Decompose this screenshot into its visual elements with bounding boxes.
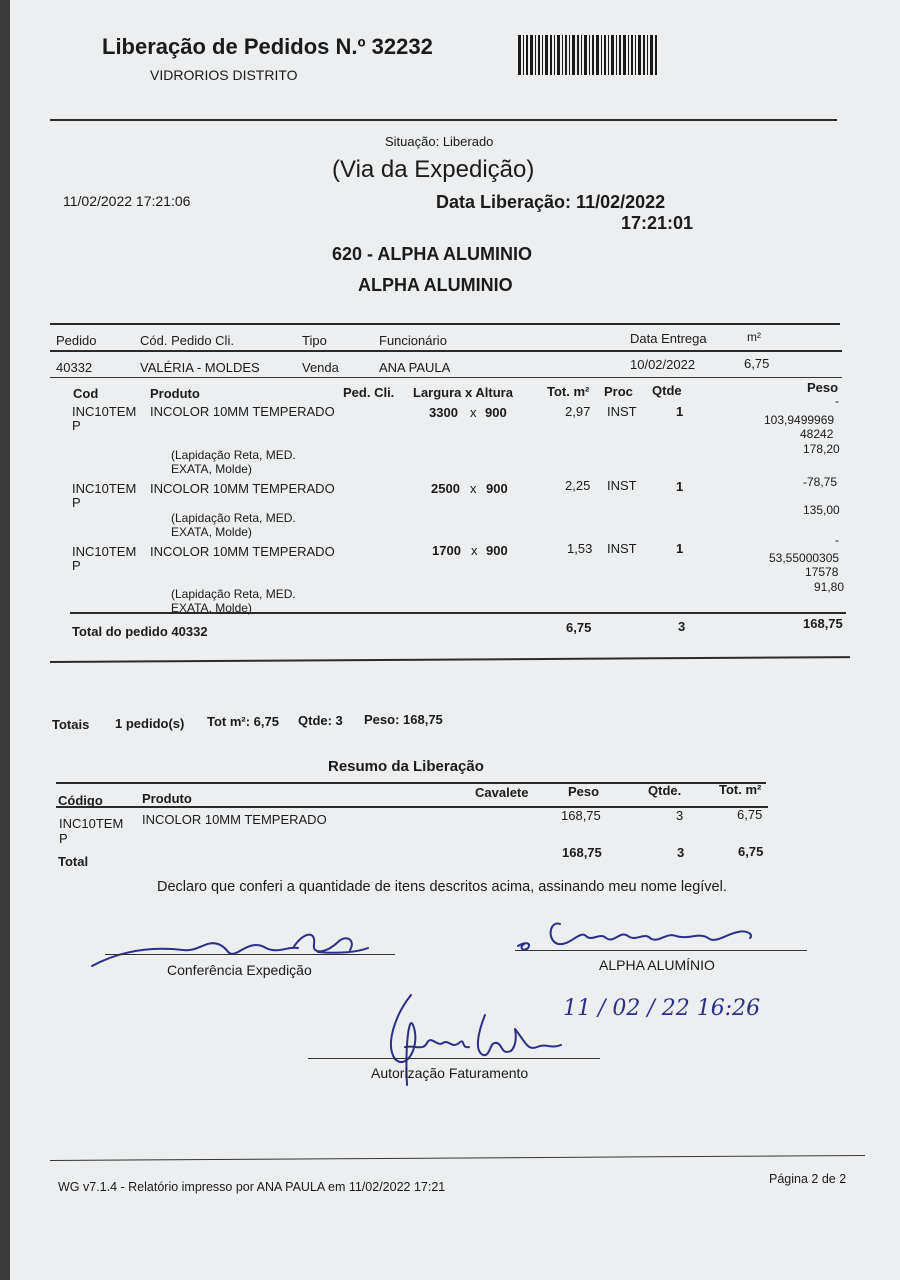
item-peso-line: 17578	[805, 565, 839, 579]
totals-tot-m2: Tot m²: 6,75	[207, 714, 279, 729]
item-x: x	[471, 543, 478, 558]
release-time: 17:21:01	[621, 213, 694, 233]
alpha-label: ALPHA ALUMÍNIO	[599, 957, 715, 973]
item-cod-suffix: P	[72, 495, 81, 510]
resumo-title: Resumo da Liberação	[328, 758, 484, 775]
client-trade-name: ALPHA ALUMINIO	[358, 275, 513, 295]
item-note: (Lapidação Reta, MED.	[171, 511, 296, 525]
col-cod: Cod	[73, 386, 99, 401]
item-peso-line: 48242	[800, 427, 834, 441]
conferencia-label: Conferência Expedição	[167, 962, 312, 978]
item-altura: 900	[486, 481, 508, 496]
item-peso-dash: -	[835, 394, 839, 408]
item-produto: INCOLOR 10MM TEMPERADO	[150, 481, 335, 496]
col-m2: m²	[747, 330, 761, 344]
item-altura: 900	[485, 405, 507, 420]
col-peso: Peso	[568, 784, 600, 799]
footer-page-number: Página 2 de 2	[769, 1172, 847, 1186]
client-name: 620 - ALPHA ALUMINIO	[332, 244, 533, 264]
item-tot-m2: 2,97	[565, 404, 591, 419]
autorizacao-line	[308, 1058, 600, 1059]
item-largura: 1700	[432, 543, 461, 558]
item-peso-total: 178,20	[803, 442, 840, 456]
cod-pedido-cli: VALÉRIA - MOLDES	[140, 360, 260, 375]
resumo-total-qtde: 3	[677, 845, 685, 860]
handwritten-date: 11 / 02 / 22 16:26	[563, 996, 761, 1021]
resumo-header-rule	[56, 806, 768, 808]
col-ped-cli: Ped. Cli.	[343, 385, 395, 400]
data-entrega-value: 10/02/2022	[630, 357, 696, 372]
declaration-text: Declaro que conferi a quantidade de itens descritos acima, assinando meu nome legível.	[157, 879, 727, 895]
col-qtde: Qtde.	[648, 783, 682, 798]
order-row-rule	[50, 377, 842, 378]
footer-printed-by: WG v7.1.4 - Relatório impresso por ANA PAULA em 11/02/2022 17:21	[58, 1180, 446, 1194]
resumo-produto: INCOLOR 10MM TEMPERADO	[142, 812, 327, 827]
item-peso-total: 91,80	[814, 580, 845, 594]
col-cod-pedido-cli: Cód. Pedido Cli.	[140, 333, 234, 348]
item-proc: INST	[607, 478, 637, 493]
item-peso-line: -78,75	[803, 475, 838, 489]
item-qtde: 1	[676, 479, 684, 494]
pedido-number: 40332	[56, 360, 93, 375]
item-note: EXATA, Molde)	[171, 525, 252, 539]
col-proc: Proc	[604, 384, 633, 399]
item-peso-line: 53,55000305	[769, 551, 840, 565]
col-funcionario: Funcionário	[379, 333, 447, 348]
order-total-qtde: 3	[678, 619, 686, 634]
print-datetime: 11/02/2022 17:21:06	[63, 193, 191, 209]
item-cod: INC10TEM	[72, 404, 137, 419]
report-page	[10, 0, 900, 1280]
order-total-label: Total do pedido 40332	[72, 624, 208, 639]
item-qtde: 1	[676, 404, 684, 419]
col-qtde: Qtde	[652, 383, 682, 398]
alpha-line	[515, 950, 807, 951]
item-proc: INST	[607, 541, 637, 556]
col-pedido: Pedido	[56, 333, 97, 348]
col-codigo: Código	[58, 793, 103, 808]
item-note: EXATA, Molde)	[171, 601, 252, 615]
resumo-peso: 168,75	[561, 808, 601, 823]
footer-rule	[50, 1155, 865, 1161]
resumo-total-label: Total	[58, 854, 89, 869]
funcionario-value: ANA PAULA	[379, 360, 451, 375]
col-cavalete: Cavalete	[475, 785, 529, 800]
barcode-graphic	[518, 35, 658, 75]
item-proc: INST	[607, 404, 637, 419]
item-largura: 2500	[431, 481, 460, 496]
totals-peso: Peso: 168,75	[364, 712, 443, 727]
order-total-peso: 168,75	[803, 616, 843, 631]
via-title: (Via da Expedição)	[332, 156, 535, 183]
item-produto: INCOLOR 10MM TEMPERADO	[150, 544, 335, 559]
item-peso-dash: -	[835, 533, 839, 547]
item-largura: 3300	[429, 405, 458, 420]
totals-label: Totais	[52, 717, 90, 732]
resumo-total-peso: 168,75	[562, 845, 602, 860]
totals-qtde: Qtde: 3	[298, 713, 343, 728]
item-cod-suffix: P	[72, 558, 81, 573]
resumo-qtde: 3	[676, 808, 684, 823]
item-cod-suffix: P	[72, 418, 81, 433]
item-note: (Lapidação Reta, MED.	[171, 448, 296, 462]
status-text: Situação: Liberado	[385, 134, 494, 149]
m2-value: 6,75	[744, 356, 770, 371]
item-altura: 900	[486, 543, 508, 558]
item-x: x	[470, 481, 477, 496]
resumo-total-m2: 6,75	[738, 844, 764, 859]
autorizacao-label: Autorização Faturamento	[371, 1065, 529, 1081]
item-produto: INCOLOR 10MM TEMPERADO	[150, 404, 335, 419]
col-tot-m2: Tot. m²	[719, 782, 762, 797]
item-peso-total: 135,00	[803, 503, 840, 517]
item-cod: INC10TEM	[72, 481, 137, 496]
item-note: (Lapidação Reta, MED.	[171, 587, 296, 601]
item-peso-line: 103,9499969	[764, 413, 835, 427]
item-cod: INC10TEM	[72, 544, 137, 559]
conferencia-line	[105, 954, 395, 955]
item-qtde: 1	[676, 541, 684, 556]
col-produto: Produto	[142, 791, 192, 806]
order-total-m2: 6,75	[566, 620, 592, 635]
col-tot-m2: Tot. m²	[547, 384, 590, 399]
col-data-entrega: Data Entrega	[630, 331, 707, 346]
item-note: EXATA, Molde)	[171, 462, 252, 476]
item-tot-m2: 1,53	[567, 541, 593, 556]
totals-pedidos: 1 pedido(s)	[115, 716, 185, 731]
col-tipo: Tipo	[302, 333, 327, 348]
section-divider	[50, 656, 850, 663]
item-x: x	[470, 405, 477, 420]
header-divider	[50, 119, 837, 121]
resumo-codigo: INC10TEM	[59, 816, 124, 831]
item-tot-m2: 2,25	[565, 478, 591, 493]
items-total-rule	[70, 612, 846, 614]
order-table-header-rule	[50, 350, 842, 352]
company-name: VIDRORIOS DISTRITO	[150, 67, 298, 83]
barcode	[518, 35, 658, 75]
release-date: Data Liberação: 11/02/2022	[436, 192, 666, 212]
signature-alpha	[510, 910, 770, 960]
tipo-value: Venda	[302, 360, 339, 375]
col-produto: Produto	[150, 386, 200, 401]
resumo-tot-m2: 6,75	[737, 807, 763, 822]
resumo-codigo-suffix: P	[59, 831, 68, 846]
col-peso: Peso	[807, 380, 839, 395]
order-table-top-rule	[50, 323, 840, 325]
col-largura-altura: Largura x Altura	[413, 385, 513, 400]
report-title: Liberação de Pedidos N.º 32232	[102, 34, 433, 59]
